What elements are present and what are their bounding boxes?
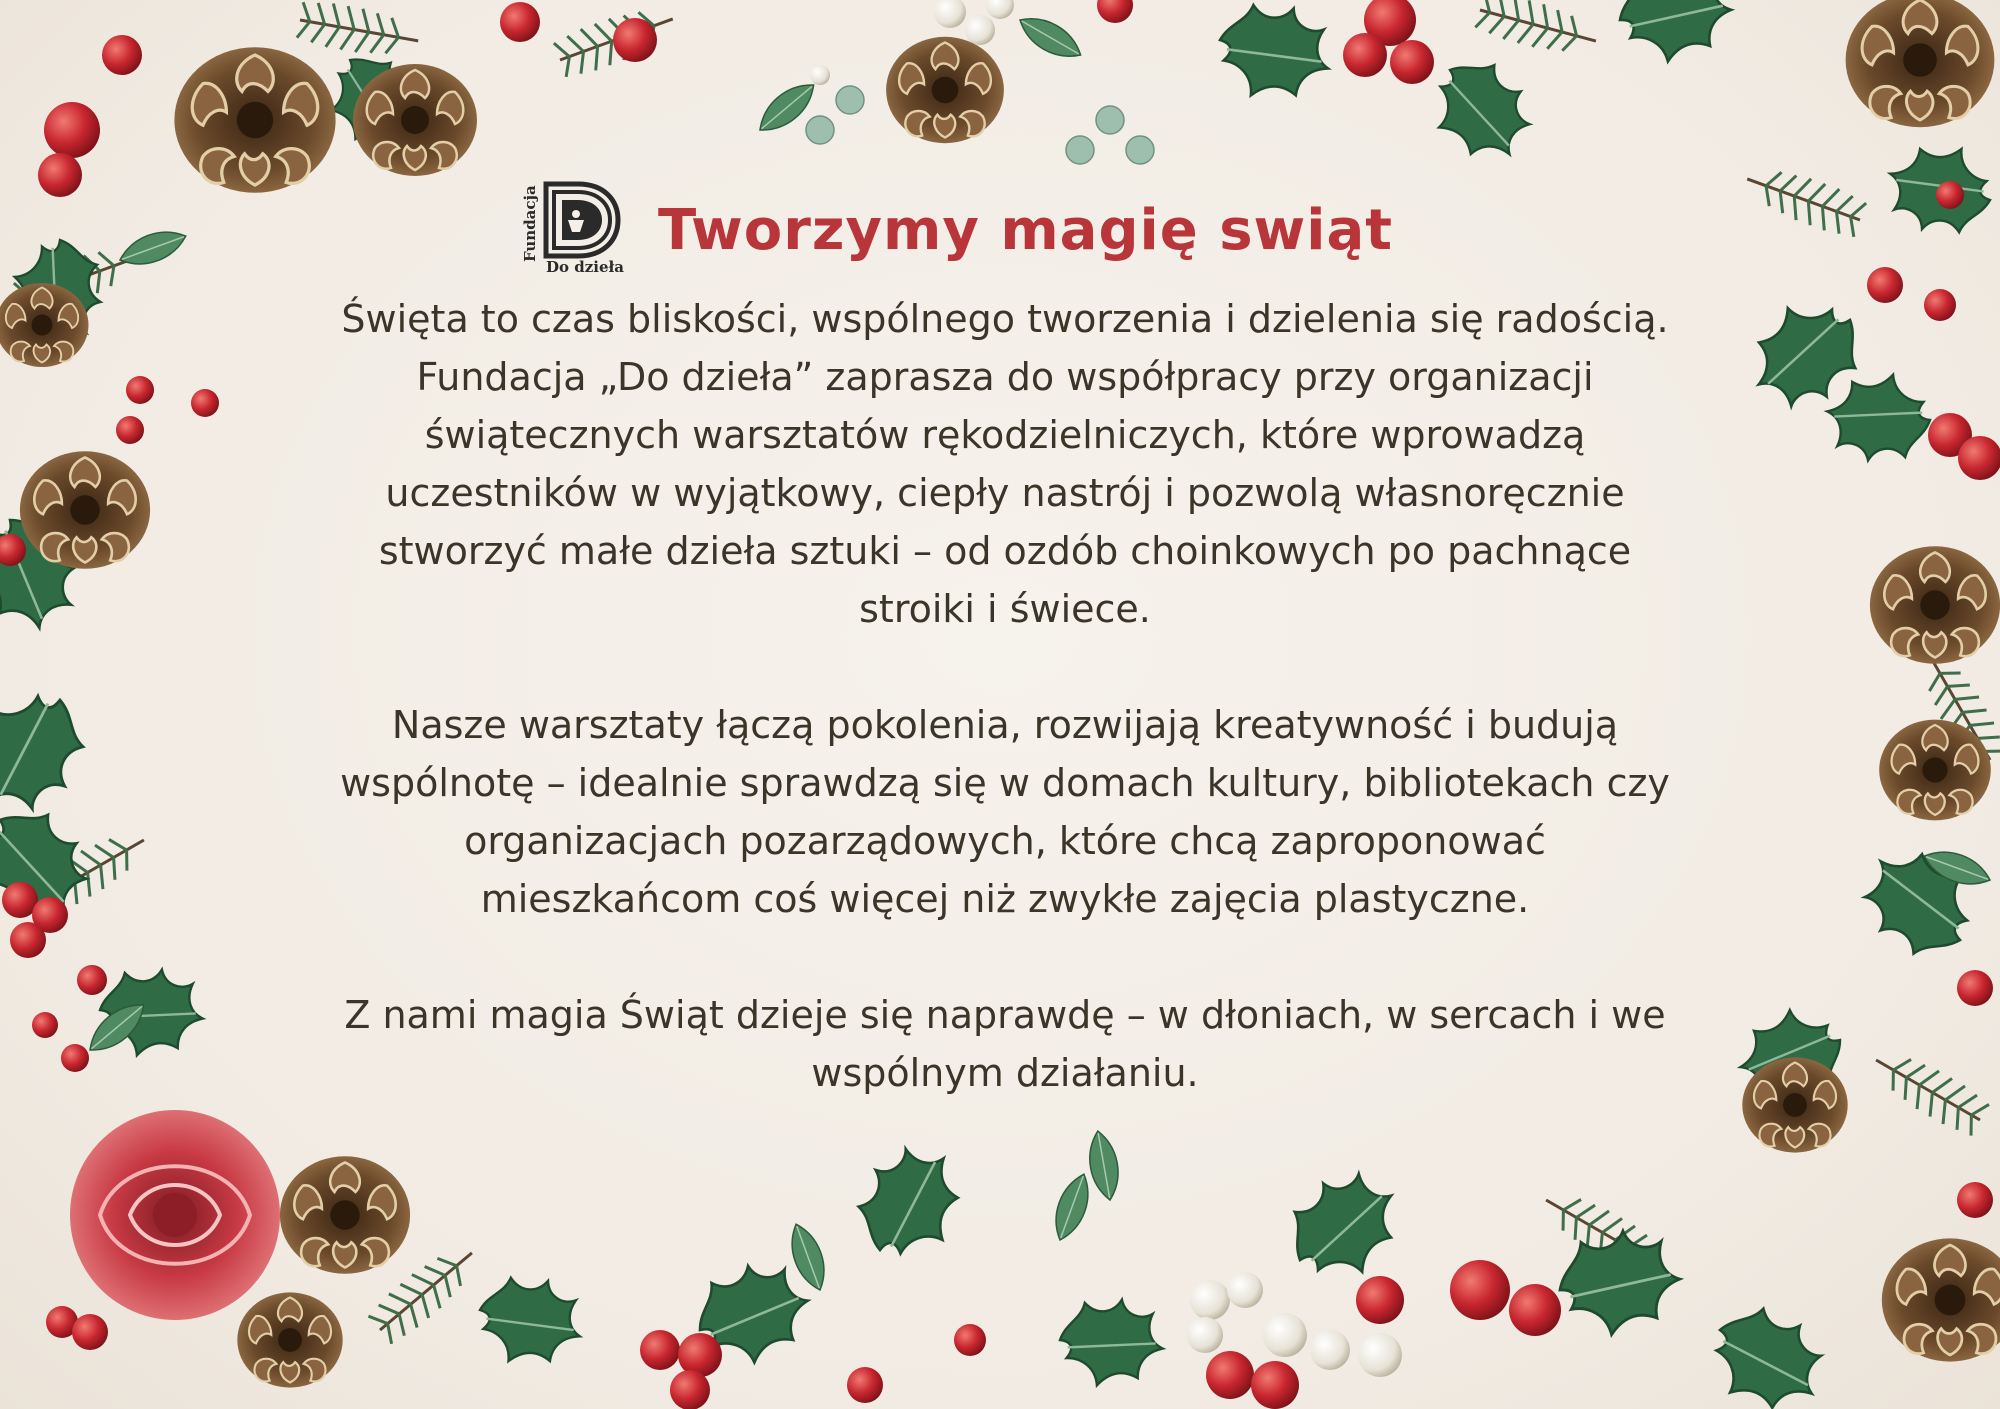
logo-d-icon bbox=[542, 180, 622, 260]
red-berry-icon bbox=[191, 389, 219, 417]
red-berry-icon bbox=[72, 1314, 108, 1350]
holly-leaf-icon bbox=[0, 687, 90, 815]
eucalyptus-icon bbox=[836, 86, 864, 114]
holly-leaf-icon bbox=[91, 952, 212, 1068]
pinecone-icon bbox=[353, 64, 477, 176]
red-berry-icon bbox=[116, 416, 144, 444]
pine-branch-icon bbox=[296, 0, 422, 63]
red-berry-icon bbox=[44, 102, 100, 158]
red-berry-icon bbox=[1097, 0, 1133, 23]
pinecone-icon bbox=[886, 37, 1004, 143]
pinecone-icon bbox=[1742, 1057, 1847, 1152]
red-berry-icon bbox=[61, 1044, 89, 1072]
holly-leaf-icon bbox=[1606, 0, 1744, 79]
white-berry-icon bbox=[965, 15, 995, 45]
eucalyptus-icon bbox=[1126, 136, 1154, 164]
eucalyptus-icon bbox=[1096, 106, 1124, 134]
eucalyptus-icon bbox=[115, 223, 190, 272]
red-berry-icon bbox=[1390, 40, 1434, 84]
paragraph: Z nami magia Świąt dzieje się naprawdę – w dłoniach, w sercach i we wspólnym działaniu. bbox=[344, 993, 1666, 1095]
holly-leaf-icon bbox=[852, 1143, 965, 1262]
page-title: Tworzymy magię swiąt bbox=[658, 197, 1394, 263]
red-berry-icon bbox=[1957, 1182, 1993, 1218]
eucalyptus-icon bbox=[1013, 8, 1087, 66]
eucalyptus-icon bbox=[783, 1220, 832, 1295]
red-berry-icon bbox=[1343, 33, 1387, 77]
red-berry-icon bbox=[1958, 436, 2000, 480]
holly-leaf-icon bbox=[1818, 361, 1939, 477]
white-berry-icon bbox=[986, 0, 1014, 19]
holly-leaf-icon bbox=[1708, 1302, 1827, 1409]
red-berry-icon bbox=[1509, 1284, 1561, 1336]
pine-branch-icon bbox=[1865, 1041, 1991, 1139]
white-berry-icon bbox=[810, 65, 830, 85]
pinecone-icon bbox=[1882, 1238, 2000, 1361]
red-berry-icon bbox=[500, 2, 540, 42]
pinecone-icon bbox=[1870, 546, 2000, 664]
white-berry-icon bbox=[1358, 1333, 1402, 1377]
red-berry-icon bbox=[32, 1012, 58, 1038]
paragraph: Nasze warsztaty łączą pokolenia, rozwijają kreatywność i budują wspólnotę – idealnie sprawdzą się w domach kultury, bibliotekach czy organizacjach pozarządowych, które chcą zaproponować mieszkańcom coś więcej niż zwykłe zajęcia plastyczne. bbox=[340, 703, 1670, 921]
eucalyptus-icon bbox=[806, 116, 834, 144]
red-berry-icon bbox=[1356, 1276, 1404, 1324]
red-berry-icon bbox=[1450, 1260, 1510, 1320]
red-berry-icon bbox=[38, 153, 82, 197]
left-garland bbox=[0, 223, 219, 1072]
foundation-logo bbox=[520, 180, 630, 280]
pine-branch-icon bbox=[1474, 0, 1601, 62]
holly-leaf-icon bbox=[1215, 0, 1334, 107]
pinecone-icon bbox=[174, 47, 335, 193]
red-berry-icon bbox=[678, 1333, 722, 1377]
top-garland bbox=[38, 0, 1994, 197]
pinecone-icon bbox=[1846, 0, 1995, 127]
red-berry-icon bbox=[1251, 1361, 1299, 1409]
red-berry-icon bbox=[847, 1367, 883, 1403]
logo-bottom-text: Do dzieła bbox=[546, 258, 624, 276]
red-berry-icon bbox=[102, 35, 142, 75]
holly-leaf-icon bbox=[1419, 47, 1547, 172]
holly-leaf-icon bbox=[1545, 1207, 1694, 1353]
header bbox=[520, 185, 1393, 275]
pinecone-icon bbox=[237, 1292, 342, 1387]
pinecone-icon bbox=[20, 451, 150, 569]
pinecone-icon bbox=[1879, 720, 1991, 821]
red-berry-icon bbox=[1936, 181, 1964, 209]
red-berry-icon bbox=[640, 1330, 680, 1370]
logo-vertical-text: Fundacja bbox=[521, 185, 539, 263]
holly-leaf-icon bbox=[1051, 1282, 1172, 1398]
eucalyptus-icon bbox=[1047, 1170, 1096, 1245]
pinecone-icon bbox=[280, 1156, 410, 1274]
red-berry-icon bbox=[126, 376, 154, 404]
red-berry-icon bbox=[613, 18, 657, 62]
white-berry-icon bbox=[1187, 1317, 1223, 1353]
red-berry-icon bbox=[954, 1324, 986, 1356]
red-berry-icon bbox=[77, 965, 107, 995]
white-berry-icon bbox=[1310, 1330, 1350, 1370]
white-berry-icon bbox=[1263, 1313, 1307, 1357]
red-berry-icon bbox=[670, 1370, 710, 1409]
white-berry-icon bbox=[1190, 1280, 1230, 1320]
red-berry-icon bbox=[10, 922, 46, 958]
white-berry-icon bbox=[1227, 1272, 1263, 1308]
red-berry-icon bbox=[1957, 970, 1993, 1006]
right-garland bbox=[1726, 139, 2000, 1362]
red-rose-icon bbox=[70, 1110, 280, 1320]
holly-leaf-icon bbox=[1275, 1156, 1410, 1294]
red-berry-icon bbox=[1924, 289, 1956, 321]
red-berry-icon bbox=[1206, 1351, 1254, 1399]
pine-branch-icon bbox=[1740, 158, 1868, 240]
holly-leaf-icon bbox=[475, 1267, 585, 1371]
body-text bbox=[340, 290, 1670, 1160]
paragraph: Święta to czas bliskości, wspólnego tworzenia i dzielenia się radością. Fundacja „Do dzieła” zaprasza do współpracy przy organizacji świątecznych warsztatów rękodzielniczych, które wprowadzą uczestników w wyjątkowy, ciepły nastrój i pozwolą własnoręcznie stworzyć małe dzieła sztuki – od ozdób choinkowych po pachnące stroiki i świece. bbox=[341, 297, 1669, 631]
red-berry-icon bbox=[1867, 267, 1903, 303]
white-berry-icon bbox=[934, 0, 966, 28]
eucalyptus-icon bbox=[1066, 136, 1094, 164]
